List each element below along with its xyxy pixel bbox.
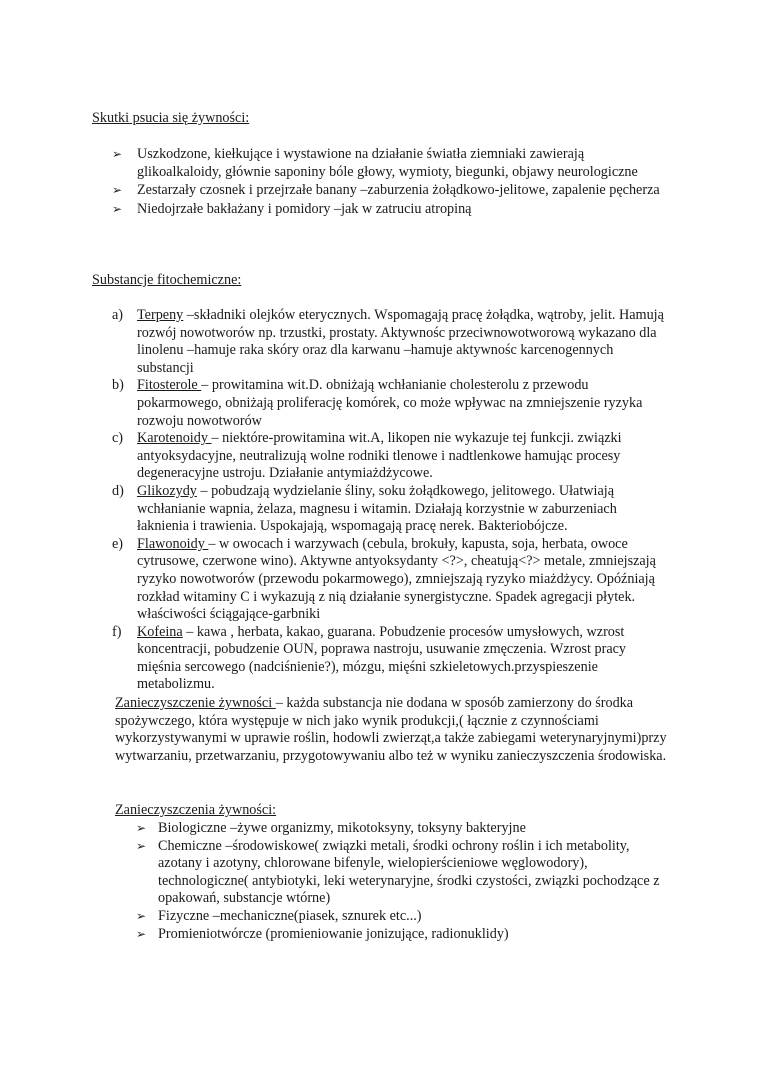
section-heading-contaminants: Zanieczyszczenia żywności:	[115, 802, 277, 818]
definition-term: Zanieczyszczenie żywności	[115, 695, 276, 711]
list-item: ➢ Zestarzały czosnek i przejrzałe banany –zaburzenia żołądkowo-jelitowe, zapalenie pęcherza	[112, 182, 660, 199]
list-item: ➢ Promieniotwórcze (promieniowanie jonizujące, radionuklidy)	[136, 925, 509, 942]
term: Terpeny	[137, 307, 184, 323]
definition-paragraph: Zanieczyszczenie żywności – każda substancja nie dodana w sposób zamierzony do środka spożywczego, która występuje w nich jako wynik produkcji,( łącznie z czynnościami wykorzystywanymi w uprawie roślin, hodowli zwierząt,a także zabiegami weterynaryjnymi)przy wytwarzaniu, przetwarzaniu, przygotowywaniu albo też w wyniku zanieczyszczenia środowiska.	[115, 695, 667, 764]
arrowhead-bullet-icon: ➢	[112, 201, 123, 216]
section-heading-spoilage: Skutki psucia się żywności:	[92, 110, 250, 126]
list-item: ➢ Chemiczne –środowiskowe( związki metali, środki ochrony roślin i ich metabolity, azotany i azotyny, chlorowane bifenyle, wielopierścieniowe węglowodory), technologiczne( antybiotyki, leki weterynaryjne, środki czystości, związki pochodzące z opakowań, substancje wtórne)	[136, 837, 660, 907]
term: Glikozydy	[137, 482, 197, 499]
arrowhead-bullet-icon: ➢	[112, 183, 123, 198]
arrowhead-bullet-icon: ➢	[136, 838, 147, 853]
list-item: d) Glikozydy – pobudzają wydzielanie śliny, soku żołądkowego, jelitowego. Ułatwiają wchłanianie wapnia, żelaza, magnesu i witamin. Działają korzystnie w zaburzeniach łaknienia i trawienia. Uspokajają, wspomagają pracę nerek. Bakteriobójcze.	[112, 482, 617, 535]
term: Karotenoidy	[137, 430, 212, 447]
list-item: f) Kofeina – kawa , herbata, kakao, guarana. Pobudzenie procesów umysłowych, wzrost koncentracji, pobudzenie OUN, poprawa nastroju, usuwanie zmęczenia. Wzrost pracy mięśnia sercowego (nadciśnienie?), mózgu, mięśni szkieletowych.przyspieszenie metabolizmu.	[112, 623, 627, 693]
list-item: ➢ Niedojrzałe bakłażany i pomidory –jak w zatruciu atropiną	[112, 200, 472, 217]
arrowhead-bullet-icon: ➢	[112, 147, 123, 161]
list-item: b) Fitosterole – prowitamina wit.D. obniżają wchłanianie cholesterolu z przewodu pokarmowego, obniżają proliferację komórek, co może wpływac na zmniejszenie ryzyka rozwoju nowotworów	[112, 377, 643, 429]
list-item: ➢ Biologiczne –żywe organizmy, mikotoksyny, toksyny bakteryjne	[136, 820, 526, 836]
list-item: e) Flawonoidy – w owocach i warzywach (cebula, brokuły, kapusta, soja, herbata, owoce cytrusowe, czerwone wino). Aktywne antyoksydanty <?>, cheatują<?> metale, zmniejszają ryzyko nowotworów (przewodu pokarmowego), zmniejszają ryzyko miażdżycy. Opóźniają rozkład witaminy C i wykazują z nią działanie synergistyczne. Spadek agregacji płytek. właściwości ściągające-garbniki	[112, 535, 656, 623]
list-item: ➢ Uszkodzone, kiełkujące i wystawione na działanie światła ziemniaki zawierają glikoalkaloidy, głównie saponiny bóle głowy, wymioty, biegunki, objawy neurologiczne	[112, 146, 638, 180]
arrowhead-bullet-icon: ➢	[136, 926, 147, 941]
section-heading-phytochemicals: Substancje fitochemiczne:	[92, 272, 242, 288]
list-item: c) Karotenoidy – niektóre-prowitamina wit.A, likopen nie wykazuje tej funkcji. związki antyoksydacyjne, neutralizują wolne rodniki tlenowe i nadtlenkowe hamując procesy degeneracyjne ustroju. Działanie antymiażdżycowe.	[112, 430, 622, 482]
list-item: ➢ Fizyczne –mechaniczne(piasek, sznurek etc...)	[136, 907, 422, 924]
term: Kofeina	[137, 623, 183, 640]
arrowhead-bullet-icon: ➢	[136, 821, 147, 835]
phytochemicals-list	[112, 307, 672, 694]
term: Fitosterole	[137, 377, 202, 394]
spoilage-list	[112, 146, 672, 218]
arrowhead-bullet-icon: ➢	[136, 908, 147, 923]
contaminants-list	[136, 820, 676, 943]
list-item: a) Terpeny –składniki olejków eterycznych. Wspomagają pracę żołądka, wątroby, jelit. Hamują rozwój nowotworów np. trzustki, prostaty. Aktywnośc przeciwnowotworową wykazano dla linolenu –hamuje raka skóry oraz dla karwanu –hamuje aktywnośc karcenogennych substancji	[112, 307, 664, 376]
term: Flawonoidy	[137, 535, 209, 552]
